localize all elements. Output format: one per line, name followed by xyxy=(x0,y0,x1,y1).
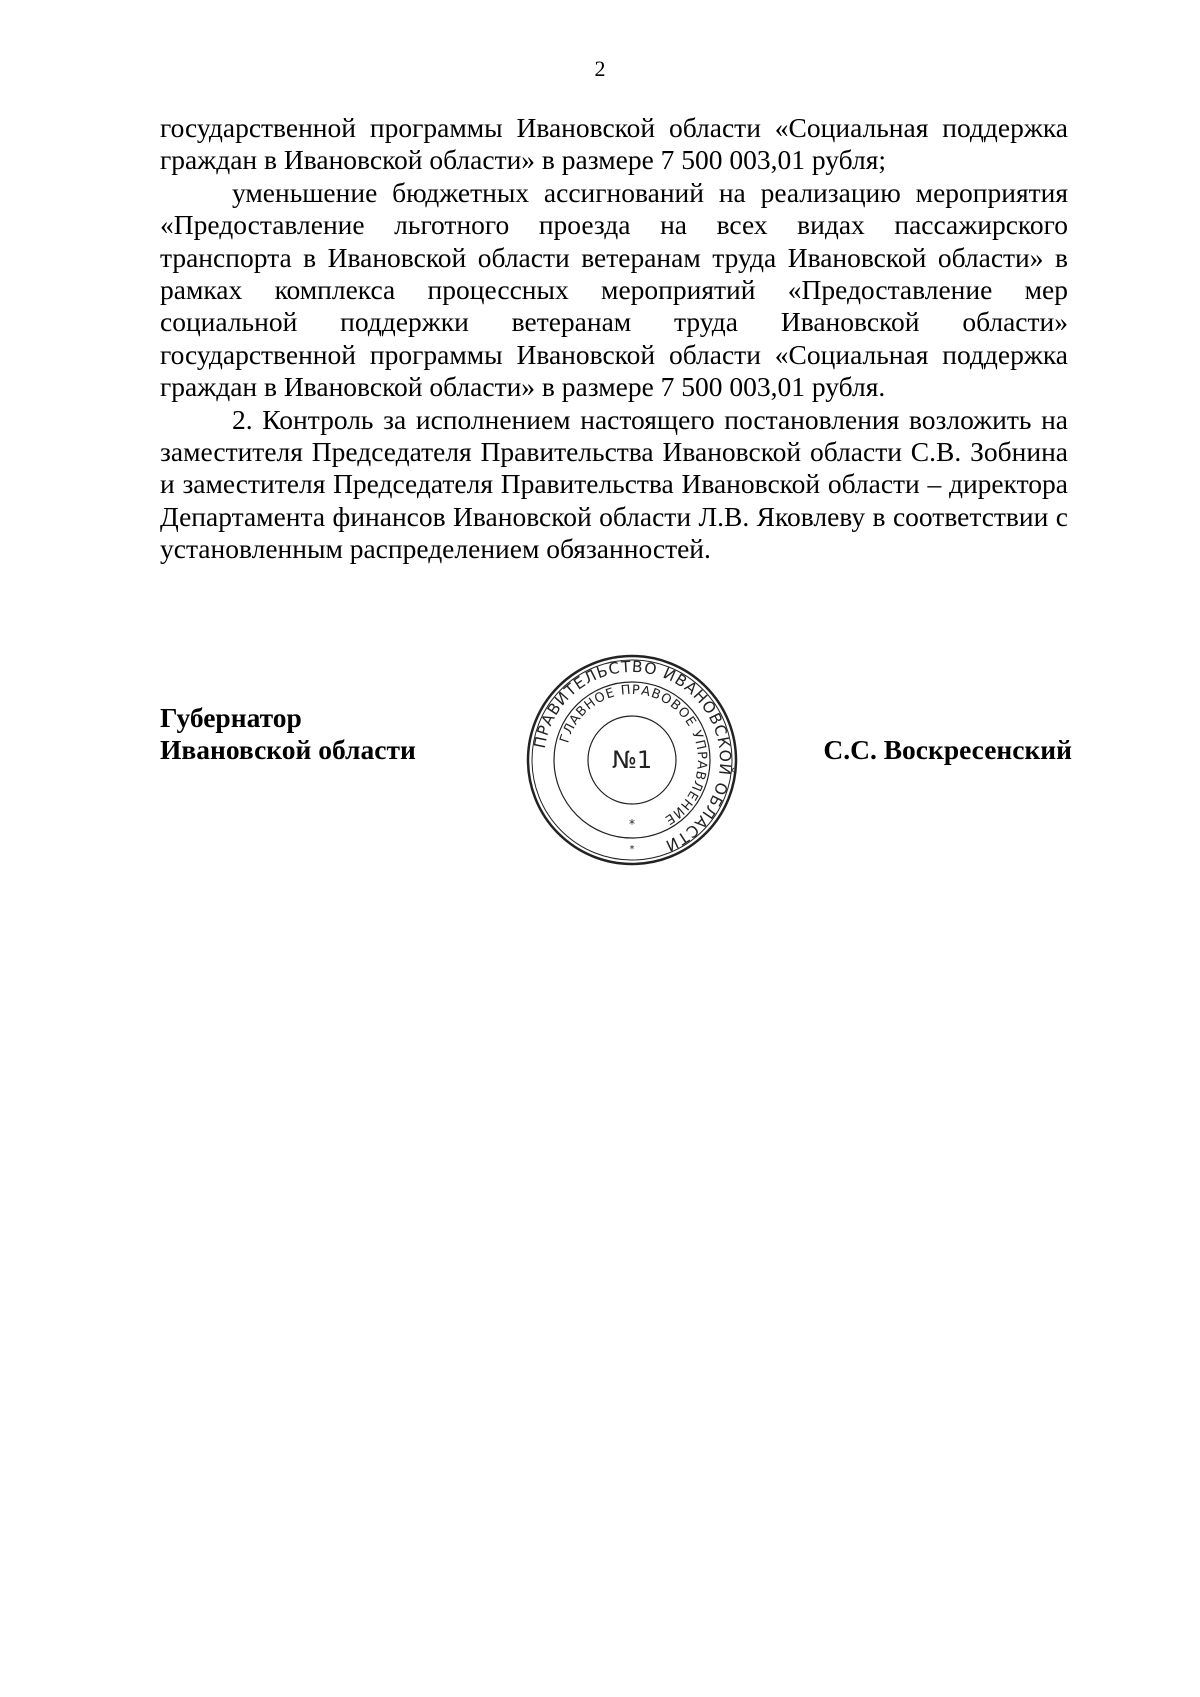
paragraph-3: 2. Контроль за исполнением настоящего постановления возложить на заместителя Председателя Правительства Ивановской области С.В. Зобнина и заместителя Председателя Правительства Ивановской области – директора Департамента финансов Ивановской области Л.В. Яковлеву в соответствии с установленным распределением обязанностей. xyxy=(160,403,1068,565)
paragraph-2: уменьшение бюджетных ассигнований на реализацию мероприятия «Предоставление льготного проезда на всех видах пассажирского транспорта в Ивановской области ветеранам труда Ивановской области» в рамках комплекса процессных мероприятий «Предоставление мер социальной поддержки ветеранам труда Ивановской области» государственной программы Ивановской области «Социальная поддержка граждан в Ивановской области» в размере 7 500 003,01 рубля. xyxy=(160,176,1068,403)
stamp-star-icon: * xyxy=(629,817,635,831)
signatory-name: С.С. Воскресенский xyxy=(823,734,1072,765)
signatory-title-line-1: Губернатор xyxy=(160,702,302,733)
stamp-outer-text: ПРАВИТЕЛЬСТВО ИВАНОВСКОЙ ОБЛАСТИ xyxy=(530,657,735,855)
document-body xyxy=(160,112,1068,566)
signatory-title-line-2: Ивановской области xyxy=(160,734,416,765)
page-number: 2 xyxy=(594,56,606,81)
stamp-number: №1 xyxy=(611,746,653,774)
stamp-star-icon: * xyxy=(629,844,635,855)
official-stamp xyxy=(524,652,740,868)
paragraph-1: государственной программы Ивановской области «Социальная поддержка граждан в Ивановской области» в размере 7 500 003,01 рубля; xyxy=(160,112,1068,176)
signatory-title xyxy=(160,702,416,766)
stamp-inner-text: ГЛАВНОЕ ПРАВОВОЕ УПРАВЛЕНИЕ xyxy=(557,682,710,828)
